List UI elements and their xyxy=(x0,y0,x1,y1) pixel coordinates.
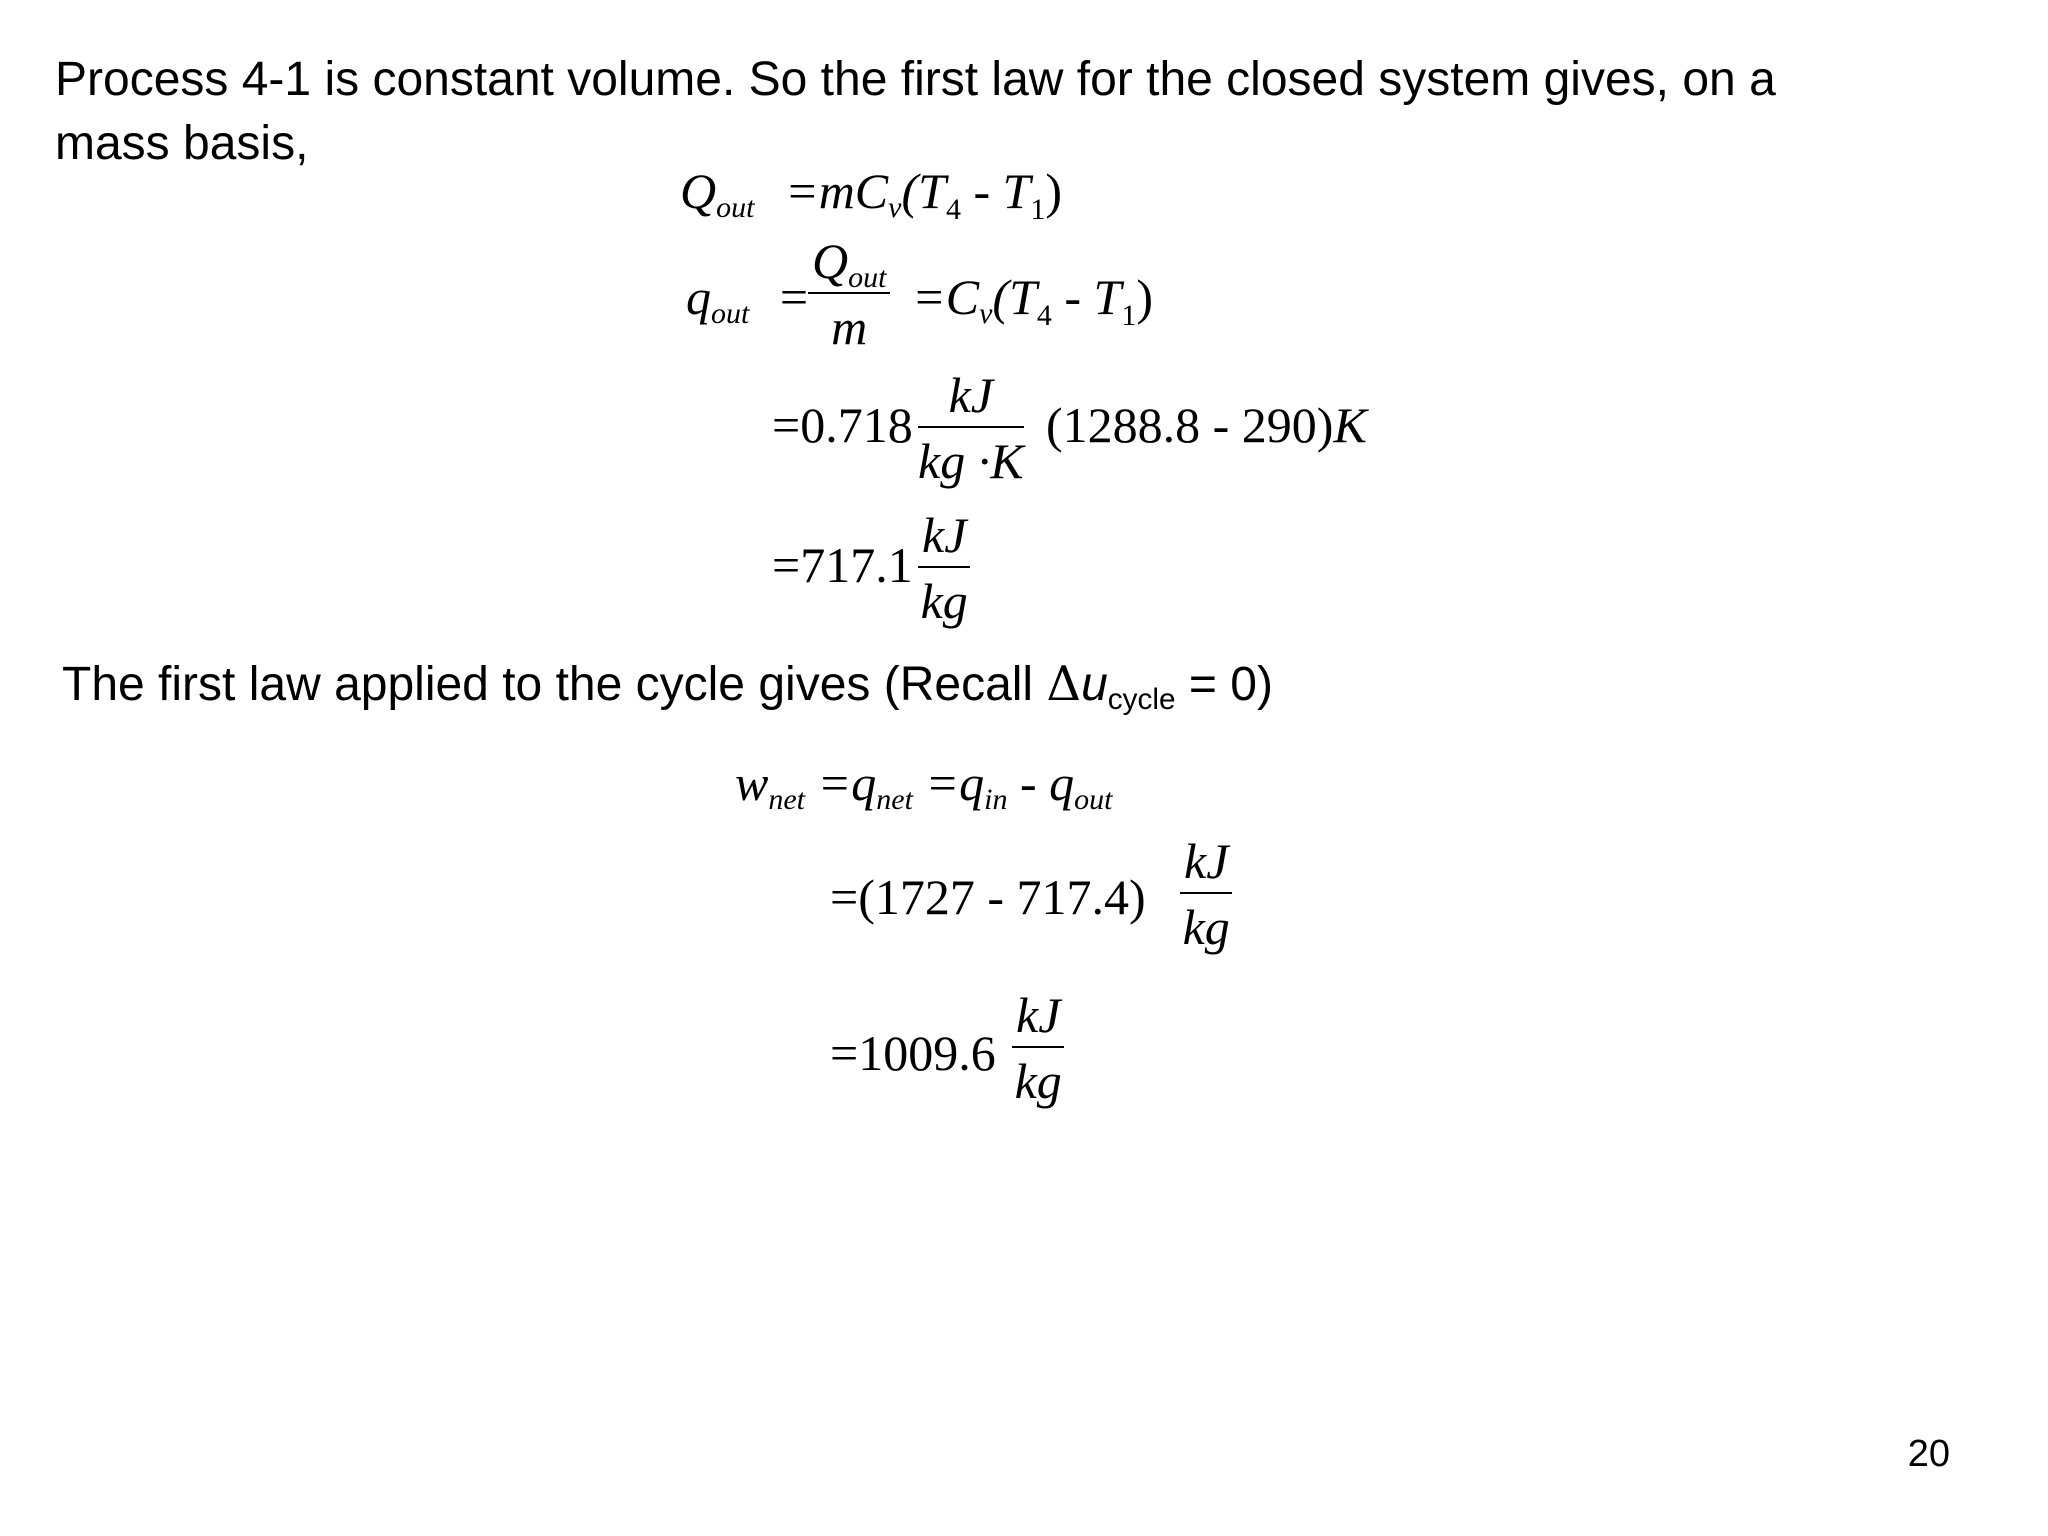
equation-q-out-specific-rhs: $=Cv(T_4 - T_1)$ xyxy=(912,269,1154,332)
equation-q-out-numeric-prefix: =0.718 xyxy=(772,397,913,453)
equation-w-net-numeric-prefix: =(1727 - 717.4) xyxy=(830,869,1146,925)
cycle-first-law-text: The first law applied to the cycle gives (Recall Δucycle = 0) xyxy=(62,656,1273,716)
fraction-q-out-over-m: Qout m xyxy=(808,236,890,352)
intro-line-1: Process 4-1 is constant volume. So the first law for the closed system gives, on a xyxy=(55,53,1776,106)
equation-q-out-specific-lhs: qout = xyxy=(686,269,809,330)
fraction-unit-kj-per-kg-k: $\frac{kJ}{kg \cdot K}$ xyxy=(918,367,1024,489)
equation-q-out: Qout $=mCv(T_4 - T_1)$ xyxy=(680,163,1063,226)
equation-q-out-result-prefix: =717.1 xyxy=(772,537,913,593)
fraction-unit-kj-per-kg-2: $\frac{kJ}{kg}$ xyxy=(1180,836,1232,952)
fraction-unit-kj-per-kg-1: $\frac{kJ}{kg}$ xyxy=(918,510,970,626)
equation-w-net: wnet =qnet =qin - qout xyxy=(735,755,1113,816)
fraction-unit-kj-per-kg-3: $\frac{kJ}{kg}$ xyxy=(1012,990,1064,1106)
intro-line-2: mass basis, xyxy=(55,117,309,170)
equation-w-net-result-prefix: =1009.6 xyxy=(830,1025,996,1081)
page-number: 20 xyxy=(1907,1433,1950,1475)
equation-q-out-numeric-suffix: (1288.8 - 290)K xyxy=(1046,397,1367,453)
